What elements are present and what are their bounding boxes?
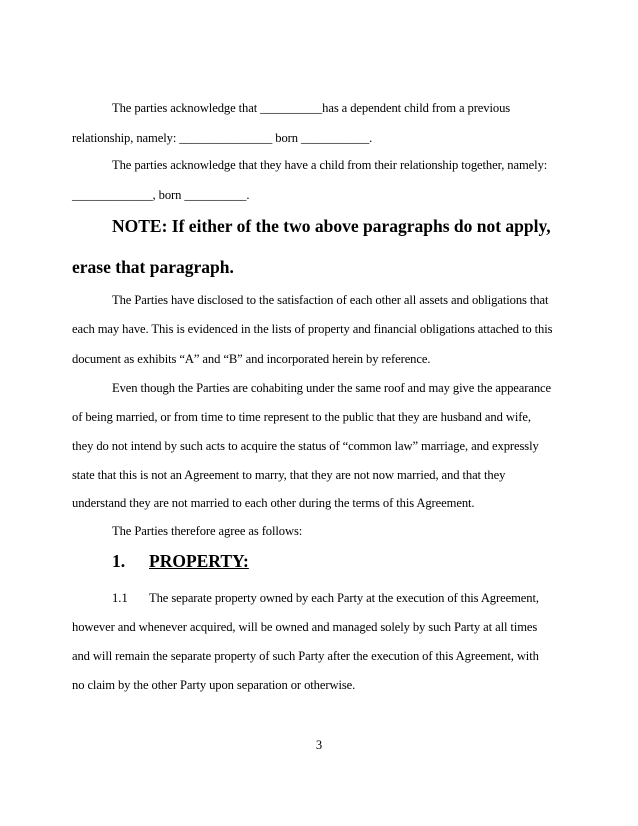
- subsection-line: no claim by the other Party upon separation or otherwise.: [72, 678, 356, 692]
- section-title: PROPERTY:: [149, 551, 249, 571]
- note-line: erase that paragraph.: [72, 257, 234, 277]
- section-number: 1.: [112, 551, 126, 571]
- paragraph-line: understand they are not married to each other during the terms of this Agreement.: [72, 496, 475, 510]
- paragraph-line: document as exhibits “A” and “B” and incorporated herein by reference.: [72, 352, 431, 366]
- paragraph-line: state that this is not an Agreement to marry, that they are not now married, and that they: [72, 468, 506, 482]
- paragraph-line: Even though the Parties are cohabiting under the same roof and may give the appearance: [112, 381, 552, 395]
- paragraph-line: relationship, namely: _______________ born ___________.: [72, 131, 373, 145]
- paragraph-line: of being married, or from time to time represent to the public that they are husband and wife,: [72, 410, 531, 424]
- subsection-line: however and whenever acquired, will be owned and managed solely by such Party at all times: [72, 620, 538, 634]
- paragraph-line: The parties acknowledge that they have a child from their relationship together, namely:: [112, 158, 548, 172]
- subsection-number: 1.1: [112, 591, 128, 605]
- subsection-line: and will remain the separate property of such Party after the execution of this Agreement, with: [72, 649, 539, 663]
- paragraph-line: each may have. This is evidenced in the lists of property and financial obligations attached to this: [72, 322, 553, 336]
- page-number: 3: [315, 738, 323, 752]
- paragraph-line: they do not intend by such acts to acquire the status of “common law” marriage, and expressly: [72, 439, 539, 453]
- paragraph-line: _____________, born __________.: [72, 188, 250, 202]
- paragraph-line: The parties acknowledge that __________has a dependent child from a previous: [112, 101, 511, 115]
- paragraph-line: The Parties therefore agree as follows:: [112, 524, 303, 538]
- paragraph-line: The Parties have disclosed to the satisfaction of each other all assets and obligations that: [112, 293, 549, 307]
- subsection-line: The separate property owned by each Party at the execution of this Agreement,: [149, 591, 539, 605]
- note-line: NOTE: If either of the two above paragraphs do not apply,: [112, 216, 551, 236]
